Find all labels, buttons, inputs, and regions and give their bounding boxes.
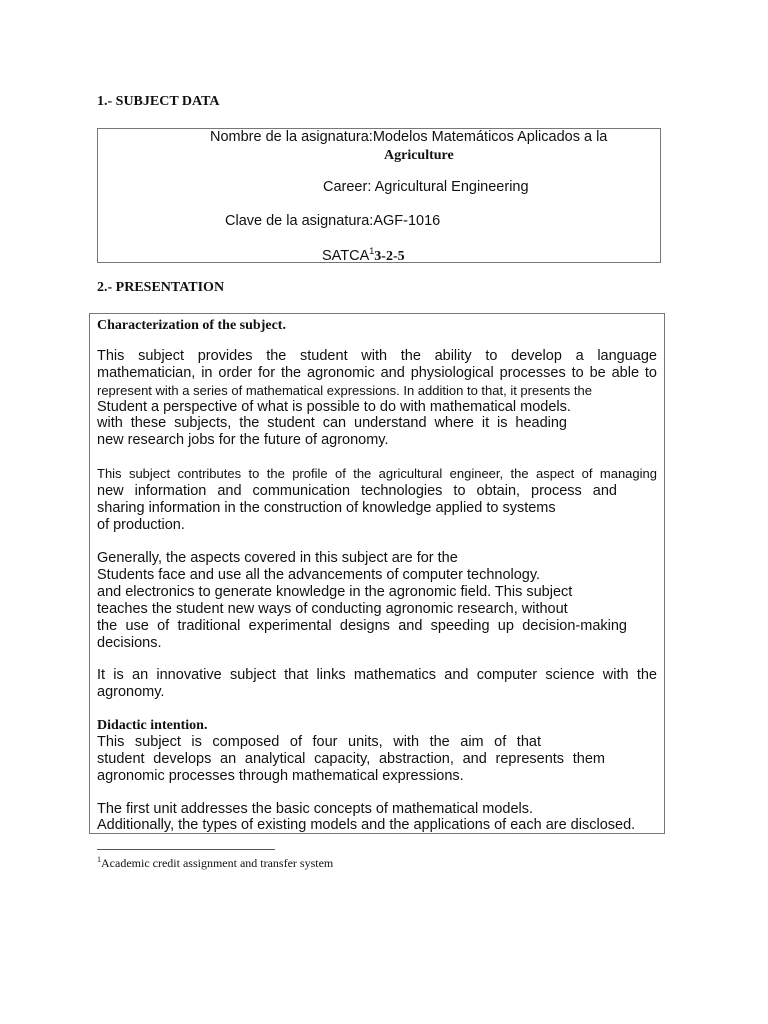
footnote-mark: 1 <box>97 855 101 864</box>
paragraph-line: represent with a series of mathematical expressions. In addition to that, it presents the <box>97 383 592 398</box>
subject-data-box <box>97 128 661 263</box>
section-heading-subject-data: 1.- SUBJECT DATA <box>97 94 220 109</box>
paragraph-line: It is an innovative subject that links mathematics and computer science with the <box>97 667 657 683</box>
paragraph-line: This subject provides the student with the ability to develop a language <box>97 348 657 364</box>
paragraph-line: Student a perspective of what is possible to do with mathematical models. <box>97 399 571 415</box>
paragraph-line: This subject contributes to the profile of the agricultural engineer, the aspect of managing <box>97 466 657 481</box>
paragraph-line: decisions. <box>97 635 162 651</box>
footnote-text: Academic credit assignment and transfer system <box>101 856 334 870</box>
characterization-heading: Characterization of the subject. <box>97 318 286 333</box>
subject-name-continuation: Agriculture <box>384 148 454 163</box>
paragraph-line: agronomy. <box>97 684 165 700</box>
career-value: Agricultural Engineering <box>374 179 529 195</box>
paragraph-line: teaches the student new ways of conducting agronomic research, without <box>97 601 568 617</box>
paragraph-line: of production. <box>97 517 185 533</box>
satca-footnote-mark: 1 <box>369 246 375 256</box>
paragraph-line: The first unit addresses the basic concepts of mathematical models. <box>97 801 534 817</box>
footnote <box>97 855 333 871</box>
career-label: Career: <box>323 179 375 195</box>
paragraph-line: mathematician, in order for the agronomic and physiological processes to be able to <box>97 365 657 381</box>
career-line <box>323 179 529 195</box>
paragraph-line: student develops an analytical capacity, abstraction, and represents them <box>97 751 605 767</box>
paragraph-line: Additionally, the types of existing models and the applications of each are disclosed. <box>97 817 636 833</box>
satca-label: SATCA <box>322 248 370 264</box>
paragraph-line: new information and communication technologies to obtain, process and <box>97 483 617 499</box>
subject-key-label: Clave de la asignatura: <box>225 213 374 229</box>
paragraph-line: new research jobs for the future of agronomy. <box>97 432 389 448</box>
subject-name-line <box>210 129 607 145</box>
didactic-heading: Didactic intention. <box>97 718 208 733</box>
satca-line <box>322 246 405 265</box>
section-heading-presentation: 2.- PRESENTATION <box>97 280 225 295</box>
subject-name-value: Modelos Matemáticos Aplicados a la <box>372 129 608 145</box>
paragraph-line: and electronics to generate knowledge in the agronomic field. This subject <box>97 584 573 600</box>
paragraph-line: agronomic processes through mathematical expressions. <box>97 768 464 784</box>
subject-key-line <box>225 213 440 229</box>
paragraph-line: Students face and use all the advancements of computer technology. <box>97 567 541 583</box>
satca-value: 3-2-5 <box>374 249 405 264</box>
subject-name-label: Nombre de la asignatura: <box>210 129 373 145</box>
footnote-separator <box>97 849 275 850</box>
paragraph-line: the use of traditional experimental designs and speeding up decision-making <box>97 618 627 634</box>
paragraph-line: Generally, the aspects covered in this subject are for the <box>97 550 458 566</box>
presentation-box <box>89 313 665 834</box>
subject-key-value: AGF-1016 <box>373 213 441 229</box>
paragraph-line: This subject is composed of four units, with the aim of that <box>97 734 541 750</box>
paragraph-line: with these subjects, the student can understand where it is heading <box>97 415 567 431</box>
paragraph-line: sharing information in the construction of knowledge applied to systems <box>97 500 556 516</box>
